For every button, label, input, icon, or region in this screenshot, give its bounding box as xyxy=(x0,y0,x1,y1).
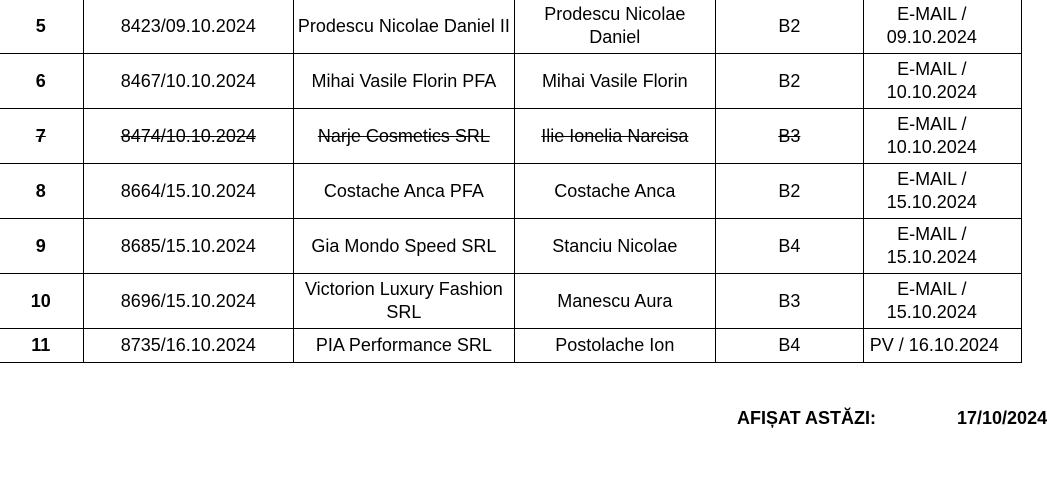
row-number-cell: 11 xyxy=(0,329,83,363)
table-row xyxy=(0,164,1022,219)
row-number-cell: 6 xyxy=(0,54,83,109)
row-number-cell: 7 xyxy=(0,109,83,164)
person-name-cell: Mihai Vasile Florin xyxy=(514,54,715,109)
table-row xyxy=(0,274,1022,329)
status-line-2: 15.10.2024 xyxy=(886,302,977,322)
status-cell xyxy=(863,274,1021,329)
person-name-cell: Prodescu Nicolae Daniel xyxy=(514,0,715,54)
company-name-cell: Prodescu Nicolae Daniel II xyxy=(294,0,515,54)
company-name-cell: Costache Anca PFA xyxy=(294,164,515,219)
category-cell: B2 xyxy=(715,0,863,54)
status-line-1: E-MAIL / xyxy=(897,224,967,244)
registration-number-date-cell: 8735/16.10.2024 xyxy=(83,329,294,363)
status-text xyxy=(870,113,994,159)
table-row-cancelled xyxy=(0,109,1022,164)
status-cell xyxy=(863,109,1021,164)
status-line-2: 10.10.2024 xyxy=(886,137,977,157)
registration-number-date-cell: 8474/10.10.2024 xyxy=(83,109,294,164)
registration-number-date-cell: 8423/09.10.2024 xyxy=(83,0,294,54)
row-number-cell: 10 xyxy=(0,274,83,329)
status-cell xyxy=(863,329,1021,363)
status-cell xyxy=(863,219,1021,274)
category-cell: B3 xyxy=(715,109,863,164)
registration-number-date-cell: 8696/15.10.2024 xyxy=(83,274,294,329)
category-cell: B2 xyxy=(715,164,863,219)
person-name-cell: Stanciu Nicolae xyxy=(514,219,715,274)
company-name-cell: PIA Performance SRL xyxy=(294,329,515,363)
category-cell: B2 xyxy=(715,54,863,109)
posted-date: 17/10/2024 xyxy=(957,408,1047,428)
row-number-cell: 5 xyxy=(0,0,83,54)
category-cell: B4 xyxy=(715,329,863,363)
row-number-cell: 9 xyxy=(0,219,83,274)
person-name-cell: Manescu Aura xyxy=(514,274,715,329)
table-row xyxy=(0,219,1022,274)
status-line-1: E-MAIL / xyxy=(897,114,967,134)
registration-number-date-cell: 8467/10.10.2024 xyxy=(83,54,294,109)
person-name-cell: Costache Anca xyxy=(514,164,715,219)
status-text xyxy=(870,223,994,269)
posted-today-label: AFIȘAT ASTĂZI: xyxy=(737,408,876,428)
person-name-cell: Ilie Ionelia Narcisa xyxy=(514,109,715,164)
status-line-1: E-MAIL / xyxy=(897,279,967,299)
category-cell: B3 xyxy=(715,274,863,329)
company-name-cell: Victorion Luxury Fashion SRL xyxy=(294,274,515,329)
status-line-1: E-MAIL / xyxy=(897,59,967,79)
status-line-2: 09.10.2024 xyxy=(886,27,977,47)
status-line-2: 15.10.2024 xyxy=(886,247,977,267)
registration-number-date-cell: 8664/15.10.2024 xyxy=(83,164,294,219)
company-name-cell: Gia Mondo Speed SRL xyxy=(294,219,515,274)
status-line-1: E-MAIL / xyxy=(897,169,967,189)
status-text xyxy=(870,278,994,324)
status-text xyxy=(870,168,994,214)
company-name-cell: Mihai Vasile Florin PFA xyxy=(294,54,515,109)
table-row xyxy=(0,54,1022,109)
status-line-1: PV / 16.10.2024 xyxy=(869,335,999,355)
status-line-2: 10.10.2024 xyxy=(886,82,977,102)
status-line-1: E-MAIL / xyxy=(897,4,967,24)
table-row xyxy=(0,0,1022,54)
person-name-cell: Postolache Ion xyxy=(514,329,715,363)
status-text xyxy=(870,58,994,104)
row-number-cell: 8 xyxy=(0,164,83,219)
category-cell: B4 xyxy=(715,219,863,274)
status-cell xyxy=(863,0,1021,54)
status-text xyxy=(870,3,994,49)
status-line-2: 15.10.2024 xyxy=(886,192,977,212)
status-cell xyxy=(863,164,1021,219)
status-cell xyxy=(863,54,1021,109)
table-row xyxy=(0,329,1022,363)
registration-number-date-cell: 8685/15.10.2024 xyxy=(83,219,294,274)
company-name-cell: Narje Cosmetics SRL xyxy=(294,109,515,164)
